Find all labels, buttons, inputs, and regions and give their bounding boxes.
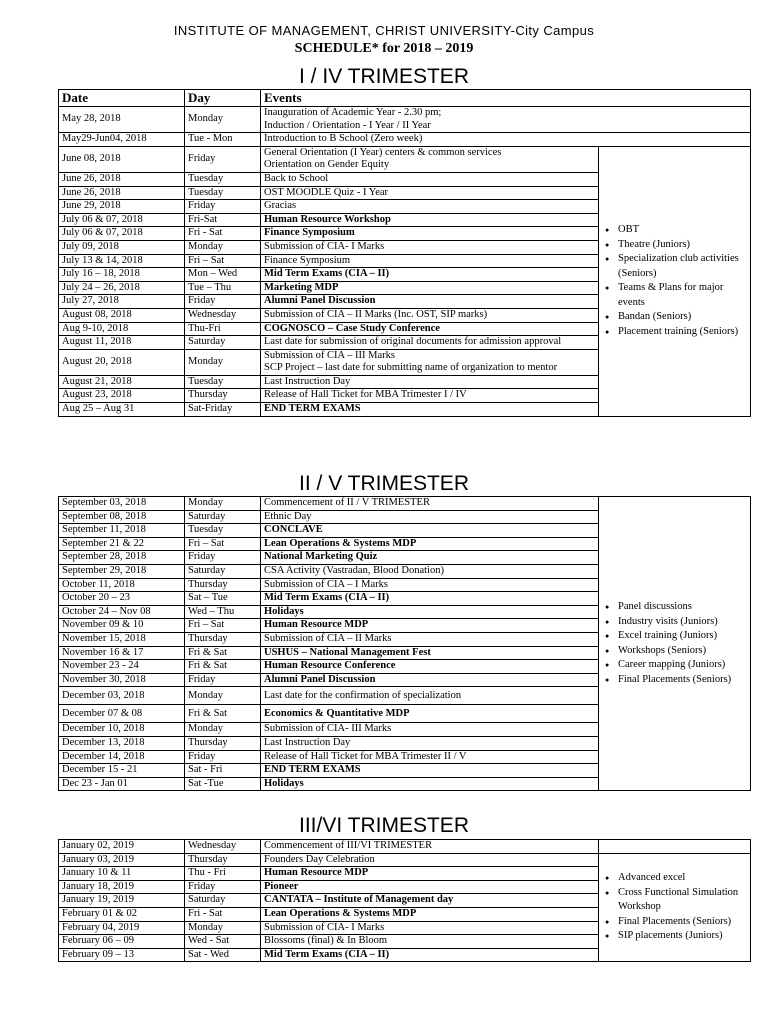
activity-item: ● Final Placements (Seniors) bbox=[605, 915, 748, 930]
day-cell: Sat - Fri bbox=[185, 764, 261, 778]
event-text: Ethnic Day bbox=[264, 510, 312, 522]
institute-heading: INSTITUTE OF MANAGEMENT, CHRIST UNIVERSITY-City Campus bbox=[173, 23, 595, 38]
date-cell: February 06 – 09 bbox=[59, 935, 185, 949]
event-cell bbox=[261, 186, 599, 200]
day-cell: Fri – Sat bbox=[185, 254, 261, 268]
date-cell: August 11, 2018 bbox=[59, 336, 185, 350]
event-text: Holidays bbox=[264, 777, 304, 789]
date-cell: October 24 – Nov 08 bbox=[59, 605, 185, 619]
event-cell bbox=[261, 736, 599, 750]
event-cell bbox=[261, 336, 599, 350]
date-cell: November 23 - 24 bbox=[59, 660, 185, 674]
event-cell bbox=[261, 308, 599, 322]
event-text: Mid Term Exams (CIA – II) bbox=[264, 592, 390, 604]
event-text: Last date for the confirmation of specialization bbox=[264, 689, 462, 701]
date-cell: July 24 – 26, 2018 bbox=[59, 281, 185, 295]
event-text: CONCLAVE bbox=[264, 524, 323, 536]
day-cell: Friday bbox=[185, 880, 261, 894]
day-cell: Wed - Sat bbox=[185, 935, 261, 949]
activity-item: ● Industry visits (Juniors) bbox=[605, 615, 748, 630]
day-cell: Monday bbox=[185, 240, 261, 254]
day-cell: Fri – Sat bbox=[185, 537, 261, 551]
day-cell: Tuesday bbox=[185, 375, 261, 389]
event-cell bbox=[261, 107, 751, 133]
event-text: Holidays bbox=[264, 605, 304, 617]
event-text: Last Instruction Day bbox=[264, 736, 351, 748]
side-blank-cell bbox=[599, 840, 751, 854]
activities-cell bbox=[599, 853, 751, 962]
day-cell: Monday bbox=[185, 723, 261, 737]
event-cell bbox=[261, 907, 599, 921]
schedule-table-trimester-3 bbox=[58, 839, 751, 962]
date-cell: November 09 & 10 bbox=[59, 619, 185, 633]
day-cell: Tue – Thu bbox=[185, 281, 261, 295]
column-header-date: Date bbox=[59, 90, 185, 107]
date-cell: December 03, 2018 bbox=[59, 687, 185, 705]
day-cell: Sat -Tue bbox=[185, 777, 261, 791]
date-cell: August 23, 2018 bbox=[59, 389, 185, 403]
column-header-events: Events bbox=[261, 90, 751, 107]
event-text: Mid Term Exams (CIA – II) bbox=[264, 268, 390, 280]
event-cell bbox=[261, 605, 599, 619]
event-text: Alumni Panel Discussion bbox=[264, 673, 376, 685]
activity-item: ● Bandan (Seniors) bbox=[605, 310, 748, 325]
event-text: Release of Hall Ticket for MBA Trimester II / V bbox=[264, 750, 467, 762]
day-cell: Wednesday bbox=[185, 308, 261, 322]
date-cell: January 18, 2019 bbox=[59, 880, 185, 894]
event-text: Lean Operations & Systems MDP bbox=[264, 907, 417, 919]
date-cell: May 28, 2018 bbox=[59, 107, 185, 133]
day-cell: Wed – Thu bbox=[185, 605, 261, 619]
date-cell: June 29, 2018 bbox=[59, 200, 185, 214]
event-cell bbox=[261, 619, 599, 633]
event-text: Founders Day Celebration bbox=[264, 853, 375, 865]
day-cell: Fri - Sat bbox=[185, 907, 261, 921]
day-cell: Sat – Tue bbox=[185, 592, 261, 606]
date-cell: August 08, 2018 bbox=[59, 308, 185, 322]
activity-item: ● Cross Functional Simulation Workshop bbox=[605, 886, 748, 915]
day-cell: Wednesday bbox=[185, 840, 261, 854]
date-cell: January 19, 2019 bbox=[59, 894, 185, 908]
day-cell: Tue - Mon bbox=[185, 133, 261, 147]
event-text: Back to School bbox=[264, 172, 329, 184]
event-cell bbox=[261, 764, 599, 778]
event-cell bbox=[261, 578, 599, 592]
event-text: Gracias bbox=[264, 200, 297, 212]
activities-cell bbox=[599, 497, 751, 791]
schedule-heading: SCHEDULE* for 2018 – 2019 bbox=[294, 41, 474, 56]
activities-list bbox=[605, 223, 748, 339]
date-cell: Dec 23 - Jan 01 bbox=[59, 777, 185, 791]
event-text: Pioneer bbox=[264, 880, 299, 892]
day-cell: Monday bbox=[185, 921, 261, 935]
event-text: COGNOSCO – Case Study Conference bbox=[264, 322, 440, 334]
event-text: Release of Hall Ticket for MBA Trimester I / IV bbox=[264, 389, 467, 401]
event-cell bbox=[261, 632, 599, 646]
day-cell: Thursday bbox=[185, 736, 261, 750]
event-text: END TERM EXAMS bbox=[264, 764, 361, 776]
schedule-row bbox=[59, 107, 751, 133]
trimester-title-3: III/VI TRIMESTER bbox=[299, 814, 469, 837]
day-cell: Fri & Sat bbox=[185, 660, 261, 674]
event-text: Finance Symposium bbox=[264, 227, 355, 239]
event-text: Introduction to B School (Zero week) bbox=[264, 133, 423, 145]
event-text: General Orientation (I Year) centers & common services bbox=[264, 146, 502, 158]
event-cell bbox=[261, 200, 599, 214]
event-text: Submission of CIA- III Marks bbox=[264, 723, 392, 735]
activity-item: ● Theatre (Juniors) bbox=[605, 238, 748, 253]
event-text: National Marketing Quiz bbox=[264, 551, 378, 563]
day-cell: Saturday bbox=[185, 336, 261, 350]
event-text: CSA Activity (Vastradan, Blood Donation) bbox=[264, 564, 444, 576]
trimester-title-2: II / V TRIMESTER bbox=[299, 472, 469, 495]
schedule-row bbox=[59, 497, 751, 511]
table-header-row bbox=[59, 90, 751, 107]
date-cell: October 20 – 23 bbox=[59, 592, 185, 606]
day-cell: Fri-Sat bbox=[185, 213, 261, 227]
event-text: Commencement of II / V TRIMESTER bbox=[264, 497, 430, 508]
date-cell: September 28, 2018 bbox=[59, 551, 185, 565]
date-cell: December 15 - 21 bbox=[59, 764, 185, 778]
schedule-row bbox=[59, 840, 751, 854]
event-text: Commencement of III/VI TRIMESTER bbox=[264, 840, 433, 851]
day-cell: Monday bbox=[185, 497, 261, 511]
date-cell: August 21, 2018 bbox=[59, 375, 185, 389]
event-cell bbox=[261, 403, 599, 417]
event-cell bbox=[261, 537, 599, 551]
date-cell: January 03, 2019 bbox=[59, 853, 185, 867]
schedule-row bbox=[59, 146, 751, 172]
activity-item: ● SIP placements (Juniors) bbox=[605, 929, 748, 944]
activity-item: ● OBT bbox=[605, 223, 748, 238]
event-cell bbox=[261, 750, 599, 764]
date-cell: June 08, 2018 bbox=[59, 146, 185, 172]
day-cell: Friday bbox=[185, 200, 261, 214]
event-cell bbox=[261, 853, 599, 867]
event-text: Submission of CIA – II Marks bbox=[264, 632, 392, 644]
date-cell: February 01 & 02 bbox=[59, 907, 185, 921]
event-cell bbox=[261, 660, 599, 674]
event-cell bbox=[261, 281, 599, 295]
event-text: Last Instruction Day bbox=[264, 375, 351, 387]
activities-list bbox=[605, 871, 748, 944]
event-text: END TERM EXAMS bbox=[264, 403, 361, 415]
activity-item: ● Teams & Plans for major events bbox=[605, 281, 748, 310]
date-cell: Aug 25 – Aug 31 bbox=[59, 403, 185, 417]
event-text: OST MOODLE Quiz - I Year bbox=[264, 186, 389, 198]
event-text: Blossoms (final) & In Bloom bbox=[264, 935, 388, 947]
event-text: Human Resource Workshop bbox=[264, 213, 391, 225]
date-cell: February 09 – 13 bbox=[59, 948, 185, 962]
event-cell bbox=[261, 227, 599, 241]
day-cell: Thursday bbox=[185, 853, 261, 867]
day-cell: Mon – Wed bbox=[185, 268, 261, 282]
date-cell: December 07 & 08 bbox=[59, 705, 185, 723]
event-cell bbox=[261, 497, 599, 511]
date-cell: December 14, 2018 bbox=[59, 750, 185, 764]
day-cell: Friday bbox=[185, 295, 261, 309]
date-cell: July 13 & 14, 2018 bbox=[59, 254, 185, 268]
event-cell bbox=[261, 389, 599, 403]
date-cell: June 26, 2018 bbox=[59, 186, 185, 200]
event-cell bbox=[261, 723, 599, 737]
date-cell: December 13, 2018 bbox=[59, 736, 185, 750]
day-cell: Thu - Fri bbox=[185, 867, 261, 881]
event-cell bbox=[261, 646, 599, 660]
trimester-title-1: I / IV TRIMESTER bbox=[299, 65, 469, 88]
date-cell: October 11, 2018 bbox=[59, 578, 185, 592]
day-cell: Friday bbox=[185, 673, 261, 687]
event-cell bbox=[261, 894, 599, 908]
event-cell bbox=[261, 777, 599, 791]
schedule-row bbox=[59, 853, 751, 867]
date-cell: November 30, 2018 bbox=[59, 673, 185, 687]
schedule-row bbox=[59, 133, 751, 147]
event-text: Human Resource Conference bbox=[264, 660, 396, 672]
event-cell bbox=[261, 705, 599, 723]
event-text: Alumni Panel Discussion bbox=[264, 295, 376, 307]
date-cell: December 10, 2018 bbox=[59, 723, 185, 737]
date-cell: September 21 & 22 bbox=[59, 537, 185, 551]
event-cell bbox=[261, 564, 599, 578]
event-text: Submission of CIA – I Marks bbox=[264, 578, 388, 590]
event-text: Human Resource MDP bbox=[264, 867, 369, 879]
activity-item: ● Panel discussions bbox=[605, 600, 748, 615]
day-cell: Thursday bbox=[185, 578, 261, 592]
day-cell: Tuesday bbox=[185, 172, 261, 186]
date-cell: February 04, 2019 bbox=[59, 921, 185, 935]
event-cell bbox=[261, 551, 599, 565]
event-text: Human Resource MDP bbox=[264, 619, 369, 631]
day-cell: Friday bbox=[185, 146, 261, 172]
activity-item: ● Final Placements (Seniors) bbox=[605, 673, 748, 688]
event-cell bbox=[261, 322, 599, 336]
activities-list bbox=[605, 600, 748, 687]
event-text: Last date for submission of original documents for admission approval bbox=[264, 336, 562, 348]
date-cell: June 26, 2018 bbox=[59, 172, 185, 186]
day-cell: Friday bbox=[185, 551, 261, 565]
event-cell bbox=[261, 592, 599, 606]
event-text: Submission of CIA – III Marks bbox=[264, 349, 395, 361]
event-cell bbox=[261, 921, 599, 935]
date-cell: September 08, 2018 bbox=[59, 510, 185, 524]
date-cell: July 16 – 18, 2018 bbox=[59, 268, 185, 282]
day-cell: Saturday bbox=[185, 510, 261, 524]
date-cell: May29-Jun04, 2018 bbox=[59, 133, 185, 147]
day-cell: Monday bbox=[185, 107, 261, 133]
event-text: Inauguration of Academic Year - 2.30 pm; bbox=[264, 107, 442, 118]
event-text: CANTATA – Institute of Management day bbox=[264, 894, 454, 906]
event-cell bbox=[261, 867, 599, 881]
day-cell: Fri & Sat bbox=[185, 705, 261, 723]
date-cell: Aug 9-10, 2018 bbox=[59, 322, 185, 336]
event-cell bbox=[261, 935, 599, 949]
date-cell: January 02, 2019 bbox=[59, 840, 185, 854]
event-cell bbox=[261, 375, 599, 389]
event-text: USHUS – National Management Fest bbox=[264, 646, 431, 658]
date-cell: July 09, 2018 bbox=[59, 240, 185, 254]
day-cell: Fri - Sat bbox=[185, 227, 261, 241]
day-cell: Thursday bbox=[185, 389, 261, 403]
event-text-secondary: Orientation on Gender Equity bbox=[264, 159, 390, 171]
activity-item: ● Career mapping (Juniors) bbox=[605, 658, 748, 673]
date-cell: September 11, 2018 bbox=[59, 524, 185, 538]
day-cell: Tuesday bbox=[185, 186, 261, 200]
day-cell: Fri & Sat bbox=[185, 646, 261, 660]
event-text: Marketing MDP bbox=[264, 281, 339, 293]
event-cell bbox=[261, 524, 599, 538]
day-cell: Thu-Fri bbox=[185, 322, 261, 336]
date-cell: November 16 & 17 bbox=[59, 646, 185, 660]
event-text-secondary: Induction / Orientation - I Year / II Year bbox=[264, 119, 431, 131]
event-cell bbox=[261, 213, 599, 227]
event-text: Economics & Quantitative MDP bbox=[264, 707, 410, 719]
event-cell bbox=[261, 510, 599, 524]
event-cell bbox=[261, 948, 599, 962]
day-cell: Monday bbox=[185, 349, 261, 375]
event-cell bbox=[261, 146, 599, 172]
day-cell: Sat-Friday bbox=[185, 403, 261, 417]
day-cell: Monday bbox=[185, 687, 261, 705]
event-text: Submission of CIA- I Marks bbox=[264, 921, 385, 933]
event-text: Submission of CIA – II Marks (Inc. OST, SIP marks) bbox=[264, 308, 488, 320]
event-cell bbox=[261, 133, 751, 147]
event-text: Submission of CIA- I Marks bbox=[264, 240, 385, 252]
event-cell bbox=[261, 687, 599, 705]
event-text: Mid Term Exams (CIA – II) bbox=[264, 948, 390, 960]
event-cell bbox=[261, 349, 599, 375]
date-cell: July 06 & 07, 2018 bbox=[59, 213, 185, 227]
event-text: Finance Symposium bbox=[264, 254, 351, 266]
date-cell: September 29, 2018 bbox=[59, 564, 185, 578]
activity-item: ● Advanced excel bbox=[605, 871, 748, 886]
day-cell: Sat - Wed bbox=[185, 948, 261, 962]
day-cell: Saturday bbox=[185, 894, 261, 908]
event-cell bbox=[261, 880, 599, 894]
event-cell bbox=[261, 840, 599, 854]
day-cell: Thursday bbox=[185, 632, 261, 646]
activity-item: ● Excel training (Juniors) bbox=[605, 629, 748, 644]
event-cell bbox=[261, 172, 599, 186]
event-cell bbox=[261, 268, 599, 282]
column-header-day: Day bbox=[185, 90, 261, 107]
event-cell bbox=[261, 295, 599, 309]
day-cell: Friday bbox=[185, 750, 261, 764]
date-cell: January 10 & 11 bbox=[59, 867, 185, 881]
event-text-secondary: SCP Project – last date for submitting name of organization to mentor bbox=[264, 362, 558, 374]
event-cell bbox=[261, 254, 599, 268]
activities-cell bbox=[599, 146, 751, 416]
day-cell: Saturday bbox=[185, 564, 261, 578]
date-cell: July 06 & 07, 2018 bbox=[59, 227, 185, 241]
activity-item: ● Specialization club activities (Seniors) bbox=[605, 252, 748, 281]
day-cell: Tuesday bbox=[185, 524, 261, 538]
event-cell bbox=[261, 240, 599, 254]
date-cell: November 15, 2018 bbox=[59, 632, 185, 646]
activity-item: ● Workshops (Seniors) bbox=[605, 644, 748, 659]
event-text: Lean Operations & Systems MDP bbox=[264, 537, 417, 549]
schedule-table-trimester-1 bbox=[58, 89, 751, 417]
event-cell bbox=[261, 673, 599, 687]
date-cell: September 03, 2018 bbox=[59, 497, 185, 511]
day-cell: Fri – Sat bbox=[185, 619, 261, 633]
activity-item: ● Placement training (Seniors) bbox=[605, 325, 748, 340]
date-cell: July 27, 2018 bbox=[59, 295, 185, 309]
schedule-table-trimester-2 bbox=[58, 496, 751, 791]
date-cell: August 20, 2018 bbox=[59, 349, 185, 375]
